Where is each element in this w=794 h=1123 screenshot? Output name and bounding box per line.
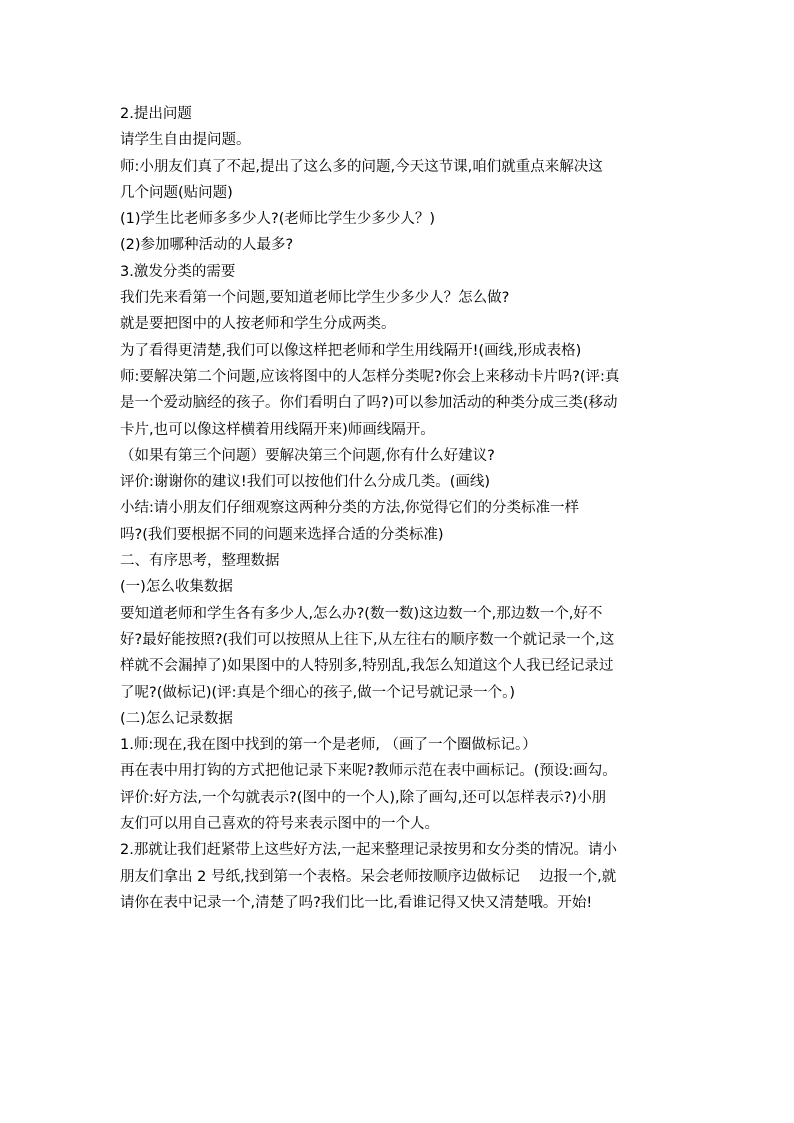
text-line: 请学生自由提问题。 xyxy=(120,132,251,149)
text-line: 好?最好能按照?(我们可以按照从上往下,从左往右的顺序数一个就记录一个,这 xyxy=(120,631,615,648)
text-line: 师:要解决第二个问题,应该将图中的人怎样分类呢?你会上来移动卡片吗?(评:真 xyxy=(120,368,620,385)
text-line: 了呢?(做标记)(评:真是个细心的孩子,做一个记号就记录一个。) xyxy=(120,684,516,701)
text-line: 为了看得更清楚,我们可以像这样把老师和学生用线隔开!(画线,形成表格) xyxy=(120,342,582,359)
text-line: 就是要把图中的人按老师和学生分成两类。 xyxy=(120,316,396,333)
text-line: 2.那就让我们赶紧带上这些好方法,一起来整理记录按男和女分类的情况。请小 xyxy=(120,842,617,859)
text-line: 再在表中用打钩的方式把他记录下来呢?教师示范在表中画标记。(预设:画勾。 xyxy=(120,763,617,780)
text-line: 3.激发分类的需要 xyxy=(120,263,236,280)
text-line: 评价:好方法,一个勾就表示?(图中的一个人),除了画勾,还可以怎样表示?)小朋 xyxy=(120,789,607,806)
text-line: 2.提出问题 xyxy=(120,106,192,122)
text-line: （如果有第三个问题）要解决第三个问题,你有什么好建议? xyxy=(120,447,495,464)
text-line: 1.师:现在,我在图中找到的第一个是老师, （画了一个圈做标记。） xyxy=(120,737,537,754)
text-line: (二)怎么记录数据 xyxy=(120,710,233,727)
text-line: 友们可以用自己喜欢的符号来表示图中的一个人。 xyxy=(120,816,439,833)
text-line: 样就不会漏掉了)如果图中的人特别多,特别乱,我怎么知道这个人我已经记录过 xyxy=(120,658,614,675)
text-line: 小结:请小朋友们仔细观察这两种分类的方法,你觉得它们的分类标准一样 xyxy=(120,500,579,517)
text-line: 二、有序思考，整理数据 xyxy=(120,553,280,570)
text-line: (一)怎么收集数据 xyxy=(120,579,233,596)
text-line: 要知道老师和学生各有多少人,怎么办?(数一数)这边数一个,那边数一个,好不 xyxy=(120,605,603,622)
text-line: (1)学生比老师多多少人?(老师比学生少多少人？) xyxy=(120,211,436,228)
text-line: 是一个爱动脑经的孩子。你们看明白了吗?)可以参加活动的种类分成三类(移动 xyxy=(120,395,618,412)
text-line: 评价:谢谢你的建议!我们可以按他们什么分成几类。(画线) xyxy=(120,474,491,491)
text-line: 卡片,也可以像这样横着用线隔开来)师画线隔开。 xyxy=(120,421,435,438)
text-line: 朋友们拿出 2 号纸,找到第一个表格。呆会老师按顺序边做标记 边报一个,就 xyxy=(120,868,617,885)
text-line: 几个问题(贴问题) xyxy=(120,184,233,201)
text-line: (2)参加哪种活动的人最多? xyxy=(120,237,294,254)
text-line: 我们先来看第一个问题,要知道老师比学生少多少人？怎么做? xyxy=(120,290,510,307)
text-line: 吗?(我们要根据不同的问题来选择合适的分类标准) xyxy=(120,526,444,543)
text-line: 师:小朋友们真了不起,提出了这么多的问题,今天这节课,咱们就重点来解决这 xyxy=(120,158,603,175)
text-line: 请你在表中记录一个,清楚了吗?我们比一比,看谁记得又快又清楚哦。开始! xyxy=(120,894,593,911)
document-body xyxy=(120,101,680,916)
